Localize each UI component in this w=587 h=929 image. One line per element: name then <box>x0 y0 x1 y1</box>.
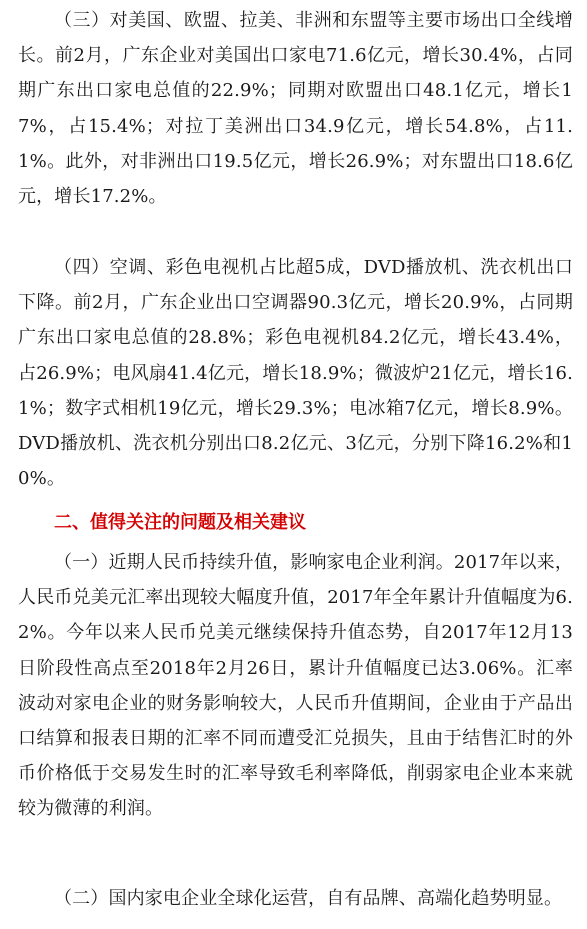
section-heading-issues-and-suggestions: 二、值得关注的问题及相关建议 <box>54 512 306 533</box>
paragraph-major-markets-export: （三）对美国、欧盟、拉美、非洲和东盟等主要市场出口全线增长。前2月，广东企业对美国出口家电71.6亿元，增长30.4%，占同期广东出口家电总值的22.9%；同期对欧盟出口48.1亿元，增长17%，占15.4%；对拉丁美洲出口34.9亿元，增长54.8%，占11.1%。此外，对非洲出口19.5亿元，增长26.9%；对东盟出口18.6亿元，增长17.2%。 <box>18 10 573 208</box>
paragraph-rmb-appreciation: （一）近期人民币持续升值，影响家电企业利润。2017年以来，人民币兑美元汇率出现较大幅度升值，2017年全年累计升值幅度为6.2%。今年以来人民币兑美元继续保持升值态势，自2017年12月13日阶段性高点至2018年2月26日，累计升值幅度已达3.06%。汇率波动对家电企业的财务影响较大，人民币升值期间，企业由于产品出口结算和报表日期的汇率不同而遭受汇兑损失，且由于结售汇时的外币价格低于交易发生时的汇率导致毛利率降低，削弱家电企业本来就较为微薄的利润。 <box>18 552 573 820</box>
paragraph-product-categories-export: （四）空调、彩色电视机占比超5成，DVD播放机、洗衣机出口下降。前2月，广东企业出口空调器90.3亿元，增长20.9%，占同期广东出口家电总值的28.8%；彩色电视机84.2亿元，增长43.4%，占26.9%；电风扇41.4亿元，增长18.9%；微波炉21亿元，增长16.1%；数字式相机19亿元，增长29.3%；电冰箱7亿元，增长8.9%。DVD播放机、洗衣机分别出口8.2亿元、3亿元，分别下降16.2%和10%。 <box>18 257 573 490</box>
paragraph-globalization-brands: （二）国内家电企业全球化运营，自有品牌、高端化趋势明显。 <box>54 888 563 909</box>
